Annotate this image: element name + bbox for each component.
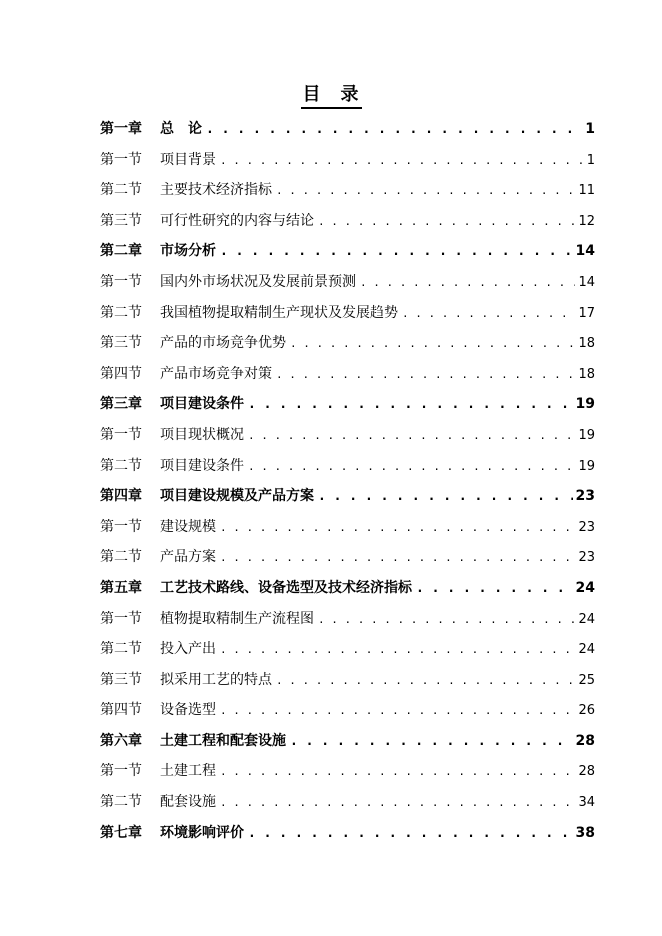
entry-page-number: 34 [578,795,595,811]
entry-label: 第三节 [100,212,142,229]
dot-leader [290,727,573,757]
dot-leader [248,390,573,420]
entry-name: 项目现状概况 [160,426,244,443]
entry-name: 总 论 [160,121,202,137]
entry-name: 主要技术经济指标 [160,182,272,199]
entry-page-number: 24 [578,611,595,627]
dot-leader [318,207,575,237]
entry-label: 第六章 [100,732,142,749]
entry-label: 第三节 [100,671,142,688]
entry-label: 第三节 [100,335,142,352]
entry-page-number: 14 [575,243,595,260]
toc-entry-chapter-3[interactable] [100,389,595,420]
entry-page-number: 26 [578,703,595,719]
dot-leader [220,696,575,726]
entry-name: 设备选型 [160,702,216,719]
toc-entry-section[interactable] [100,175,595,206]
dot-leader [290,329,575,359]
entry-label: 第七章 [100,824,142,841]
entry-name: 项目建设规模及产品方案 [160,488,314,505]
toc-entry-section[interactable] [100,206,595,237]
toc-title-text: 目 录 [301,84,362,109]
table-of-contents [100,114,595,848]
entry-name: 土建工程和配套设施 [160,732,286,749]
dot-leader [220,757,575,787]
entry-name: 市场分析 [160,243,216,260]
dot-leader [206,115,582,145]
entry-label: 第二节 [100,457,142,474]
toc-entry-section[interactable] [100,328,595,359]
toc-entry-chapter-6[interactable] [100,726,595,757]
toc-entry-chapter-7[interactable] [100,818,595,849]
entry-page-number: 23 [578,550,595,566]
entry-name: 我国植物提取精制生产现状及发展趋势 [160,304,398,321]
entry-page-number: 19 [578,458,595,474]
entry-name: 土建工程 [160,763,216,780]
dot-leader [318,482,573,512]
entry-page-number: 25 [578,672,595,688]
entry-page-number: 19 [578,427,595,443]
toc-title [0,84,662,109]
entry-label: 第二节 [100,182,142,199]
dot-leader [276,666,575,696]
entry-label: 第二章 [100,243,142,260]
toc-entry-chapter-5[interactable] [100,573,595,604]
toc-entry-section[interactable] [100,298,595,329]
entry-label: 第一节 [100,763,142,780]
entry-name: 环境影响评价 [160,824,244,841]
dot-leader [276,360,575,390]
dot-leader [220,635,575,665]
entry-name: 建设规模 [160,518,216,535]
entry-label: 第一节 [100,518,142,535]
entry-label: 第一章 [100,121,142,137]
entry-page-number: 28 [578,764,595,780]
entry-page-number: 38 [575,824,595,841]
entry-page-number: 23 [575,488,595,505]
dot-leader [276,176,575,206]
dot-leader [220,788,575,818]
entry-label: 第一节 [100,273,142,290]
entry-name: 配套设施 [160,794,216,811]
toc-entry-section[interactable] [100,512,595,543]
entry-label: 第一节 [100,426,142,443]
entry-page-number: 12 [578,213,595,229]
entry-label: 第三章 [100,396,142,413]
toc-entry-chapter-2[interactable] [100,236,595,267]
toc-entry-section[interactable] [100,359,595,390]
toc-entry-section[interactable] [100,665,595,696]
entry-page-number: 24 [578,642,595,658]
entry-name: 产品的市场竞争优势 [160,335,286,352]
entry-page-number: 11 [578,183,595,199]
entry-name: 项目建设条件 [160,457,244,474]
toc-entry-chapter-4[interactable] [100,481,595,512]
entry-name: 产品市场竞争对策 [160,365,272,382]
entry-page-number: 18 [578,336,595,352]
dot-leader [248,421,575,451]
entry-name: 投入产出 [160,641,216,658]
toc-entry-section[interactable] [100,145,595,176]
toc-entry-section[interactable] [100,787,595,818]
toc-entry-section[interactable] [100,756,595,787]
entry-label: 第二节 [100,304,142,321]
entry-name: 项目建设条件 [160,396,244,413]
entry-name: 植物提取精制生产流程图 [160,610,314,627]
dot-leader [248,452,575,482]
entry-page-number: 17 [578,305,595,321]
entry-page-number: 24 [575,579,595,596]
toc-entry-section[interactable] [100,451,595,482]
entry-name: 工艺技术路线、设备选型及技术经济指标 [160,579,412,596]
entry-name: 国内外市场状况及发展前景预测 [160,273,356,290]
entry-name: 拟采用工艺的特点 [160,671,272,688]
entry-page-number: 1 [586,152,595,168]
dot-leader [416,574,573,604]
dot-leader [318,605,575,635]
entry-page-number: 1 [585,121,595,137]
entry-label: 第二节 [100,641,142,658]
toc-entry-section[interactable] [100,267,595,298]
entry-label: 第四节 [100,365,142,382]
entry-name: 项目背景 [160,151,216,168]
entry-page-number: 28 [575,732,595,749]
entry-page-number: 19 [575,396,595,413]
toc-entry-section[interactable] [100,634,595,665]
dot-leader [220,543,575,573]
dot-leader [220,146,584,176]
entry-name: 产品方案 [160,549,216,566]
entry-label: 第四章 [100,488,142,505]
dot-leader [360,268,575,298]
toc-entry-section[interactable] [100,542,595,573]
entry-page-number: 23 [578,519,595,535]
toc-entry-section[interactable] [100,695,595,726]
toc-entry-section[interactable] [100,604,595,635]
entry-page-number: 14 [578,274,595,290]
entry-label: 第四节 [100,702,142,719]
entry-label: 第二节 [100,549,142,566]
toc-entry-chapter-1[interactable] [100,114,595,145]
dot-leader [220,237,573,267]
entry-label: 第一节 [100,610,142,627]
toc-entry-section[interactable] [100,420,595,451]
entry-label: 第二节 [100,794,142,811]
dot-leader [248,819,573,849]
dot-leader [220,513,575,543]
entry-label: 第一节 [100,151,142,168]
entry-name: 可行性研究的内容与结论 [160,212,314,229]
entry-page-number: 18 [578,366,595,382]
dot-leader [402,299,575,329]
entry-label: 第五章 [100,579,142,596]
